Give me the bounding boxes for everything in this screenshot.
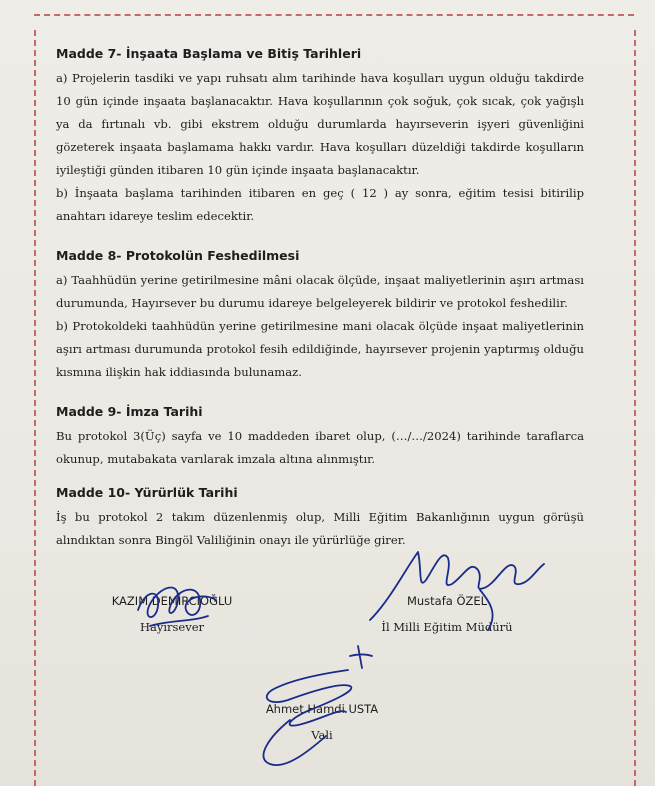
article-heading: Madde 10- Yürürlük Tarihi xyxy=(56,485,238,500)
article-heading: Madde 7- İnşaata Başlama ve Bitiş Tarihleri xyxy=(56,46,362,61)
signatory-name: Mustafa ÖZEL xyxy=(406,594,488,608)
article-9 xyxy=(56,404,584,471)
article-7 xyxy=(56,46,584,228)
article-paragraph: a) Taahhüdün yerine getirilmesine mâni olacak ölçüde, inşaat maliyetlerinin aşırı artması durumunda, Hayırsever bu durumu idareye belgeleyerek bildirir ve protokol feshedilir. xyxy=(56,273,584,310)
article-paragraph: Bu protokol 3(Üç) sayfa ve 10 maddeden ibaret olup, (…/…/2024) tarihinde taraflarca okunup, mutabakata varılarak imzala altına alınmıştır. xyxy=(56,429,584,466)
signature-director xyxy=(360,540,560,640)
signatory-title: İl Milli Eğitim Müdürü xyxy=(381,620,513,634)
article-paragraph: İş bu protokol 2 takım düzenlenmiş olup, Milli Eğitim Bakanlığının uygun görüşü alındıktan sonra Bingöl Valiliğinin onayı ile yürürlüğe girer. xyxy=(56,510,584,547)
article-8 xyxy=(56,248,584,384)
page-border-top xyxy=(34,14,634,16)
article-heading: Madde 8- Protokolün Feshedilmesi xyxy=(56,248,300,263)
signatory-name: Ahmet Hamdi USTA xyxy=(265,702,379,716)
signatory-title: Vali xyxy=(311,728,333,742)
article-paragraph: b) İnşaata başlama tarihinden itibaren en geç ( 12 ) ay sonra, eğitim tesisi bitirilip anahtarı idareye teslim edecektir. xyxy=(56,186,584,223)
document-body xyxy=(56,46,584,552)
article-heading: Madde 9- İmza Tarihi xyxy=(56,404,203,419)
signatory-title: Hayırsever xyxy=(139,620,205,634)
article-paragraph: a) Projelerin tasdiki ve yapı ruhsatı alım tarihinde hava koşulları uygun olduğu takdirde 10 gün içinde inşaata başlanacaktır. Hava koşullarının çok soğuk, çok sıcak, çok yağışlı ya da fırtınalı vb. gibi ekstrem olduğu durumlarda hayırseverin işyeri güvenliğini gözeterek inşaata başlamama hakkı vardır. Hava koşulları düzeldiği takdirde koşulların iyileştiği günden itibaren 10 gün içinde inşaata başlanacaktır. xyxy=(56,71,584,177)
page-border-left xyxy=(34,30,36,786)
signature-benefactor xyxy=(120,570,230,640)
signature-governor xyxy=(230,640,390,780)
article-paragraph: b) Protokoldeki taahhüdün yerine getirilmesine mani olacak ölçüde inşaat maliyetlerinin aşırı artması durumunda protokol fesih edildiğinde, hayırsever projenin yaptırmış olduğu kısmına ilişkin hak iddiasında bulunamaz. xyxy=(56,319,584,379)
signatory-name: KAZIM DEMİRCİOĞLU xyxy=(111,594,233,608)
page-border-right xyxy=(634,30,636,786)
